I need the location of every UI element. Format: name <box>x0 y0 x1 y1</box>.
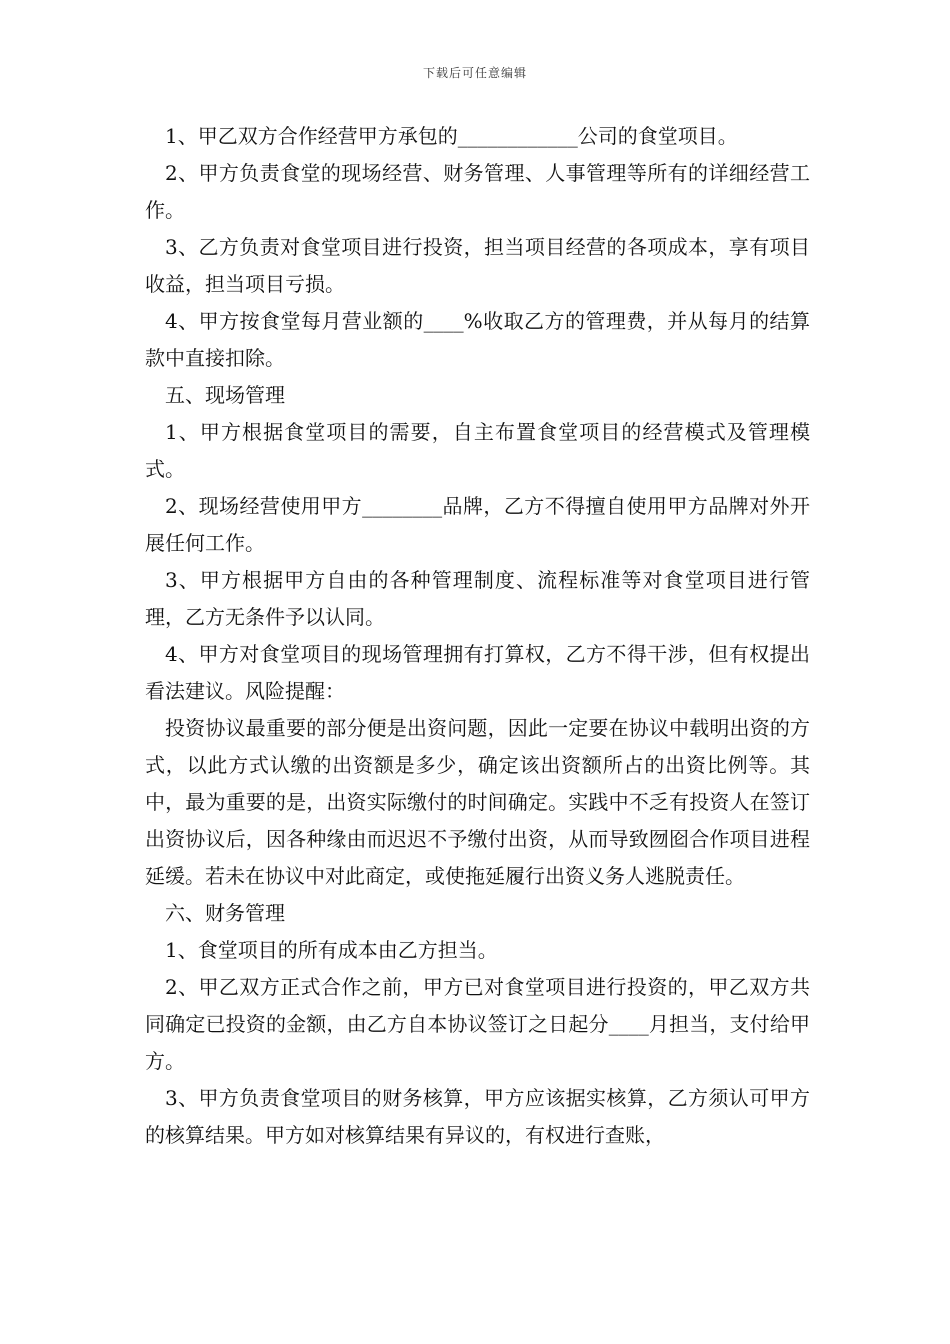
section-heading-site-management: 五、现场管理 <box>165 383 285 407</box>
risk-reminder-text: 投资协议最重要的部分便是出资问题，因此一定要在协议中载明出资的方式，以此方式认缴的出资额是多少，确定该出资额所占的出资比例等。其中，最为重要的是，出资实际缴付的时间确定。实践中不乏有投资人在签订出资协议后，因各种缘由而迟迟不予缴付出资，从而导致囫囵合作项目进程延缓。若未在协议中对此商定，或使拖延履行出资义务人逃脱责任。 <box>145 716 810 888</box>
clause-brand-usage: 2、现场经营使用甲方________品牌，乙方不得擅自使用甲方品牌对外开展任何工作。 <box>145 494 810 555</box>
clause-cooperation: 1、甲乙双方合作经营甲方承包的____________公司的食堂项目。 <box>165 124 738 148</box>
clause-costs: 1、食堂项目的所有成本由乙方担当。 <box>165 938 498 962</box>
clause-party-b-investment: 3、乙方负责对食堂项目进行投资，担当项目经营的各项成本，享有项目收益，担当项目亏损。 <box>145 235 810 296</box>
clause-management-fee: 4、甲方按食堂每月营业额的____%收取乙方的管理费，并从每月的结算款中直接扣除。 <box>145 309 810 370</box>
clause-prior-investment: 2、甲乙双方正式合作之前，甲方已对食堂项目进行投资的，甲乙双方共同确定已投资的金额，由乙方自本协议签订之日起分____月担当，支付给甲方。 <box>145 975 810 1073</box>
clause-party-a-duties: 2、甲方负责食堂的现场经营、财务管理、人事管理等所有的详细经营工作。 <box>145 161 810 222</box>
page-header: 下载后可任意编辑 <box>422 66 527 80</box>
clause-management-rules: 3、甲方根据甲方自由的各种管理制度、流程标准等对食堂项目进行管理，乙方无条件予以认同。 <box>145 568 810 629</box>
clause-decision-right: 4、甲方对食堂项目的现场管理拥有打算权，乙方不得干涉，但有权提出看法建议。风险提醒： <box>145 642 810 703</box>
document-body <box>145 118 810 1154</box>
clause-accounting: 3、甲方负责食堂项目的财务核算，甲方应该据实核算，乙方须认可甲方的核算结果。甲方如对核算结果有异议的，有权进行查账， <box>145 1086 810 1147</box>
clause-operation-mode: 1、甲方根据食堂项目的需要，自主布置食堂项目的经营模式及管理模式。 <box>145 420 810 481</box>
section-heading-financial-management: 六、财务管理 <box>165 901 285 925</box>
